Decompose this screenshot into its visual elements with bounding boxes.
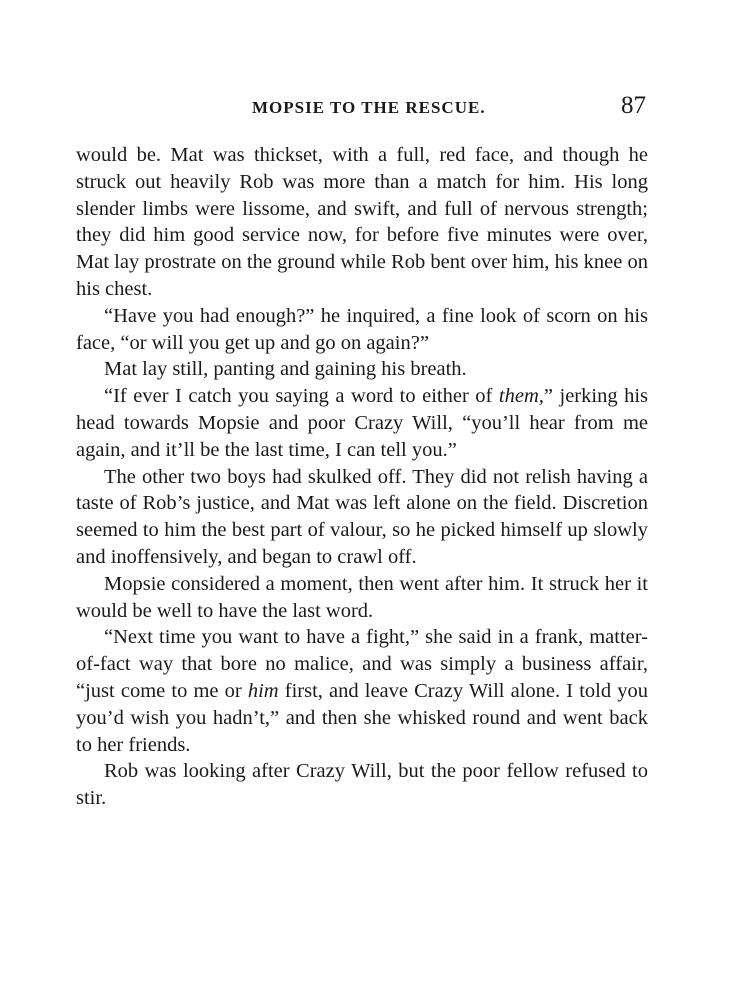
running-head — [0, 92, 752, 126]
paragraph — [76, 383, 648, 463]
text-segment: Mopsie considered a moment, then went after him. It struck her it would be well to have the last word. — [76, 572, 648, 622]
text-segment: ” jerking his head towards Mopsie and poor Crazy Will, “you’ll hear from me again, and it’ll be the last time, I can tell you.” — [76, 385, 648, 461]
italic-text: him — [247, 679, 279, 702]
paragraph — [76, 464, 648, 571]
page-number: 87 — [621, 92, 646, 119]
text-segment: Mat lay still, panting and gaining his breath. — [104, 358, 467, 381]
paragraph — [76, 356, 648, 383]
body-text — [76, 142, 648, 812]
text-segment: would be. Mat was thickset, with a full, red face, and though he struck out heavily Rob was more than a match for him. His long slender limbs were lissome, and swift, and full of nervous strength; they did him good service now, for before five minutes were over, Mat lay prostrate on the ground while Rob bent over him, his knee on his chest. — [76, 144, 648, 300]
text-segment: The other two boys had skulked off. They did not relish having a taste of Rob’s justice, and Mat was left alone on the field. Discretion seemed to him the best part of valour, so he picked himself up slowly and inoffensively, and began to crawl off. — [76, 465, 648, 568]
paragraph — [76, 303, 648, 357]
italic-text: them, — [498, 385, 544, 408]
paragraph — [76, 571, 648, 625]
paragraph — [76, 624, 648, 758]
paragraph — [76, 142, 648, 303]
text-segment: “Next time you want to have a fight,” she said in a frank, matter-of-fact way that bore no malice, and was simply a business affair, “just come to me or — [76, 626, 648, 702]
text-segment: first, and leave Crazy Will alone. I told you you’d wish you hadn’t,” and then she whisked round and went back to her friends. — [76, 679, 648, 756]
text-segment: “Have you had enough?” he inquired, a fine look of scorn on his face, “or will you get up and go on again?” — [76, 304, 648, 354]
running-title: MOPSIE TO THE RESCUE. — [252, 98, 486, 117]
paragraph — [76, 758, 648, 812]
text-segment: Rob was looking after Crazy Will, but the poor fellow refused to stir. — [76, 760, 648, 810]
text-segment: “If ever I catch you saying a word to either of — [104, 385, 499, 408]
